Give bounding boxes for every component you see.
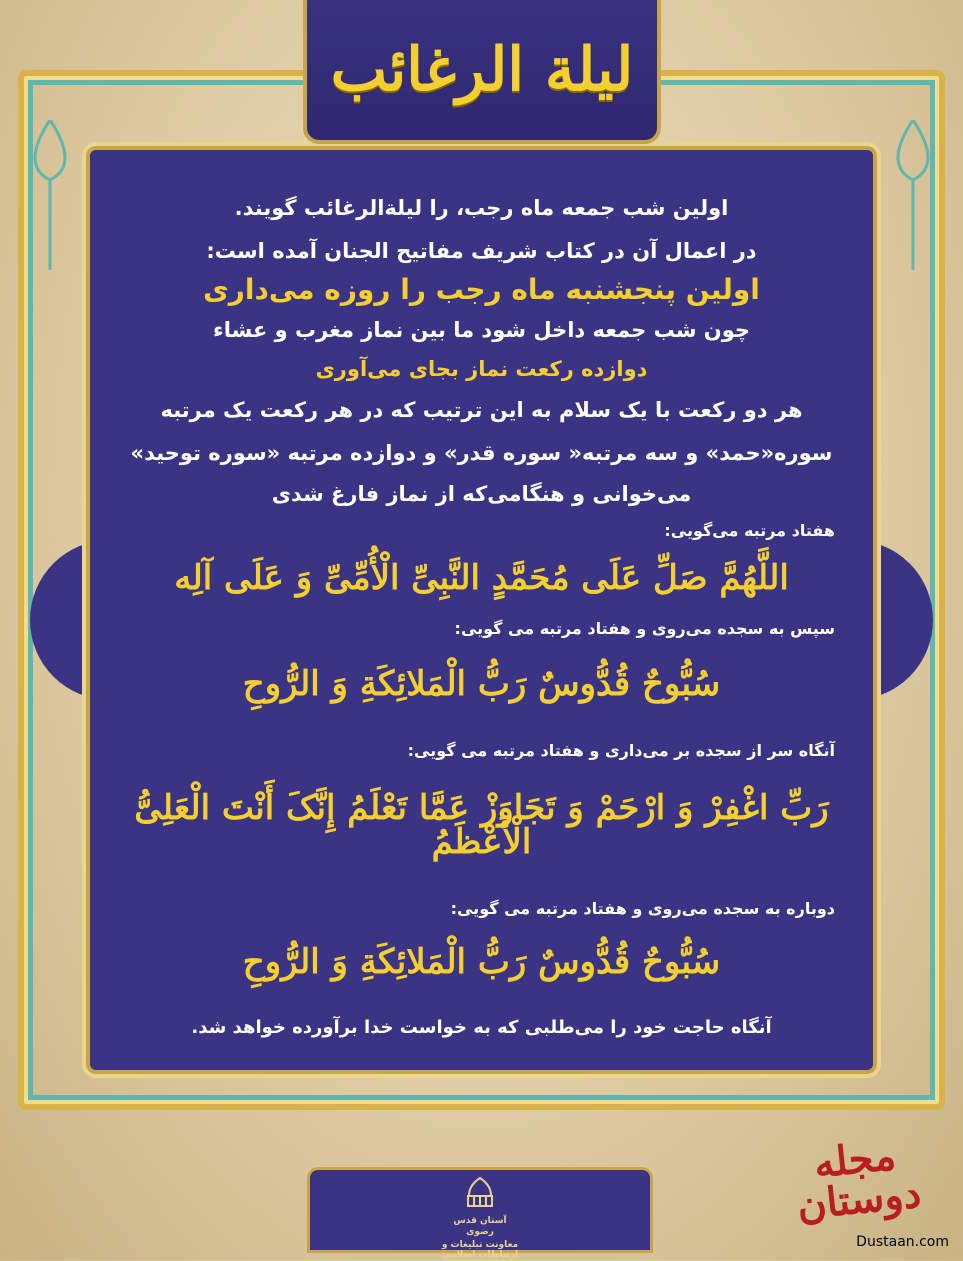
- text-line: اولین شب جمعه ماه رجب، را لیلةالرغائب گویند.: [234, 196, 729, 220]
- watermark-url: Dustaan.com: [856, 1234, 949, 1250]
- watermark-seal: مجله دوستان: [794, 1132, 924, 1230]
- instruction-line: هفتاد مرتبه می‌گویی:: [664, 521, 835, 540]
- instruction-line: آنگاه سر از سجده بر می‌داری و هفتاد مرتبه می گویی:: [407, 741, 835, 760]
- text-line: سوره«حمد» و سه مرتبه« سوره قدر» و دوازده مرتبه «سوره توحید»: [130, 441, 833, 465]
- page-title: لیلة الرغائب: [330, 35, 634, 105]
- shrine-emblem-icon: [463, 1176, 497, 1210]
- instruction-line: دوباره به سجده می‌روی و هفتاد مرتبه می گویی:: [450, 899, 835, 918]
- highlight-line: اولین پنجشنبه ماه رجب را روزه می‌داری: [203, 273, 760, 306]
- text-line: چون شب جمعه داخل شود ما بین نماز مغرب و عشاء: [212, 318, 751, 342]
- highlight-line: دوازده رکعت نماز بجای می‌آوری: [315, 357, 648, 381]
- left-ornament-icon: [26, 120, 74, 270]
- prayer-verse: اللَّهُمَّ صَلِّ عَلَی مُحَمَّدٍ النَّبِیِّ الْأُمِّیِّ وَ عَلَی آلِه: [174, 558, 789, 598]
- title-banner: [307, 0, 657, 140]
- right-ornament-icon: [889, 120, 937, 270]
- text-line: در اعمال آن در کتاب شریف مفاتیح الجنان آمده است:: [206, 239, 757, 263]
- prayer-verse: سُبُّوحٌ قُدُّوسٌ رَبُّ الْمَلائِکَةِ وَ الرُّوحِ: [242, 942, 721, 982]
- closing-line: آنگاه حاجت خود را می‌طلبی که به خواست خدا برآورده خواهد شد.: [191, 1017, 772, 1038]
- text-line: می‌خوانی و هنگامی‌که از نماز فارغ شدی: [271, 482, 692, 506]
- prayer-verse: رَبِّ اغْفِرْ وَ ارْحَمْ وَ تَجَاوَزْ عَمَّا تَعْلَمُ إِنَّکَ أَنْتَ الْعَلِیُّ الْأَعْظَمُ: [134, 788, 829, 862]
- text-line: هر دو رکعت با یک سلام به این ترتیب که در هر رکعت یک مرتبه: [160, 398, 803, 422]
- main-content: [100, 188, 863, 1037]
- logo-line-2: معاونت تبلیغات و ارتباطات اسلامی: [441, 1239, 519, 1261]
- organization-logo: [440, 1176, 520, 1261]
- footer-logo-box: [310, 1170, 650, 1261]
- prayer-verse: سُبُّوحٌ قُدُّوسٌ رَبُّ الْمَلائِکَةِ وَ الرُّوحِ: [242, 664, 721, 704]
- instruction-line: سپس به سجده می‌روی و هفتاد مرتبه می گویی:: [454, 619, 835, 638]
- logo-line-1: آستان قدس رضوی: [453, 1216, 507, 1237]
